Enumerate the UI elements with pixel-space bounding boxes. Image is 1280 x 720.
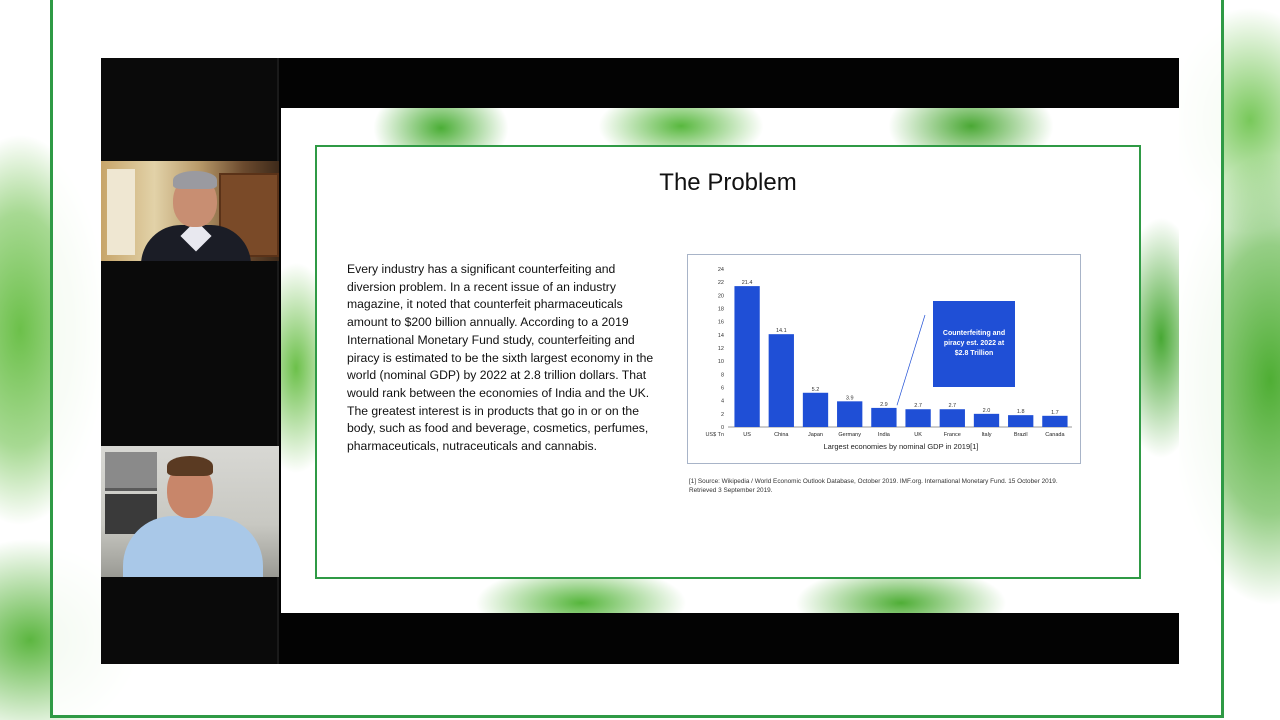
slide-body-text: Every industry has a significant counterfeiting and diversion problem. In a recent issue of an industry magazine, it noted that counterfeit pharmaceuticals amount to $200 billion annually. According to a 2019 International Monetary Fund study, counterfeiting and piracy is estimated to be the sixth largest economy in the world (nominal GDP) by 2022 at 2.8 trillion dollars. That would rank between the economies of India and the UK. The greatest interest is in products that go in or on the body, such as food and beverage, cosmetics, perfumes, pharmaceuticals, nutraceuticals and cannabis. bbox=[347, 262, 654, 454]
bar-germany bbox=[837, 401, 862, 427]
y-tick-label: 8 bbox=[720, 372, 724, 379]
x-tick-label: France bbox=[943, 432, 961, 438]
bar-value-label: 2.7 bbox=[948, 403, 957, 410]
bar-france bbox=[940, 409, 965, 427]
bar-italy bbox=[974, 414, 999, 427]
bar-uk bbox=[905, 409, 930, 427]
x-tick-label: Japan bbox=[808, 432, 823, 438]
x-tick-label: UK bbox=[914, 432, 922, 438]
bar-value-label: 5.2 bbox=[811, 386, 820, 393]
gdp-bar-chart bbox=[687, 254, 1081, 464]
callout-pointer-line bbox=[897, 315, 925, 405]
y-tick-label: 14 bbox=[717, 332, 724, 339]
x-tick-label: Italy bbox=[981, 432, 992, 438]
chart-callout: Counterfeiting and piracy est. 2022 at $2.8 Trillion bbox=[933, 301, 1015, 387]
shelf-background bbox=[105, 452, 157, 491]
bar-india bbox=[871, 408, 896, 427]
bar-value-label: 14.1 bbox=[775, 328, 787, 335]
bar-value-label: 3.9 bbox=[845, 395, 854, 402]
chart-svg bbox=[688, 255, 1082, 465]
y-tick-label: 12 bbox=[717, 346, 724, 352]
x-axis-title: Largest economies by nominal GDP in 2019[1] bbox=[823, 442, 979, 451]
y-tick-label: 6 bbox=[720, 385, 724, 392]
participant-video-2[interactable] bbox=[101, 446, 279, 577]
y-tick-label: 0 bbox=[720, 425, 724, 431]
bar-china bbox=[769, 334, 794, 427]
x-tick-label: US bbox=[743, 432, 751, 438]
participant-gallery bbox=[101, 58, 279, 664]
y-tick-label: 22 bbox=[717, 280, 724, 287]
y-unit-label: US$ Tn bbox=[705, 432, 724, 438]
participant-hair bbox=[173, 171, 217, 189]
x-tick-label: Germany bbox=[838, 432, 862, 438]
bar-japan bbox=[803, 393, 828, 427]
chart-source-note: [1] Source: Wikipedia / World Economic Outlook Database, October 2019. IMF.org. International Monetary Fund. 15 October 2019. Retrieved 3 September 2019. bbox=[689, 478, 1058, 494]
y-tick-label: 16 bbox=[717, 319, 724, 326]
bar-value-label: 2.7 bbox=[914, 403, 922, 410]
bar-value-label: 1.8 bbox=[1016, 409, 1025, 416]
y-tick-label: 4 bbox=[720, 398, 724, 405]
y-tick-label: 10 bbox=[717, 359, 724, 366]
bar-value-label: 2.9 bbox=[880, 401, 888, 408]
bar-canada bbox=[1042, 416, 1067, 427]
participant-video-1[interactable] bbox=[101, 161, 279, 261]
y-tick-label: 24 bbox=[717, 267, 724, 273]
y-tick-label: 2 bbox=[720, 411, 724, 418]
bar-brazil bbox=[1008, 415, 1033, 427]
x-tick-label: Canada bbox=[1045, 432, 1065, 438]
x-tick-label: Brazil bbox=[1013, 432, 1028, 438]
participant-hair bbox=[167, 456, 213, 476]
x-tick-label: India bbox=[877, 432, 890, 438]
slide-title: The Problem bbox=[659, 169, 797, 196]
bar-us bbox=[734, 286, 759, 427]
slide-content bbox=[315, 145, 1141, 579]
participant-body bbox=[123, 516, 263, 577]
door-background bbox=[107, 169, 135, 255]
y-tick-label: 18 bbox=[717, 306, 724, 313]
y-tick-label: 20 bbox=[717, 293, 724, 300]
bar-value-label: 21.4 bbox=[741, 280, 753, 287]
bar-value-label: 2.0 bbox=[982, 407, 991, 414]
x-tick-label: China bbox=[774, 432, 789, 438]
bar-value-label: 1.7 bbox=[1051, 409, 1059, 416]
